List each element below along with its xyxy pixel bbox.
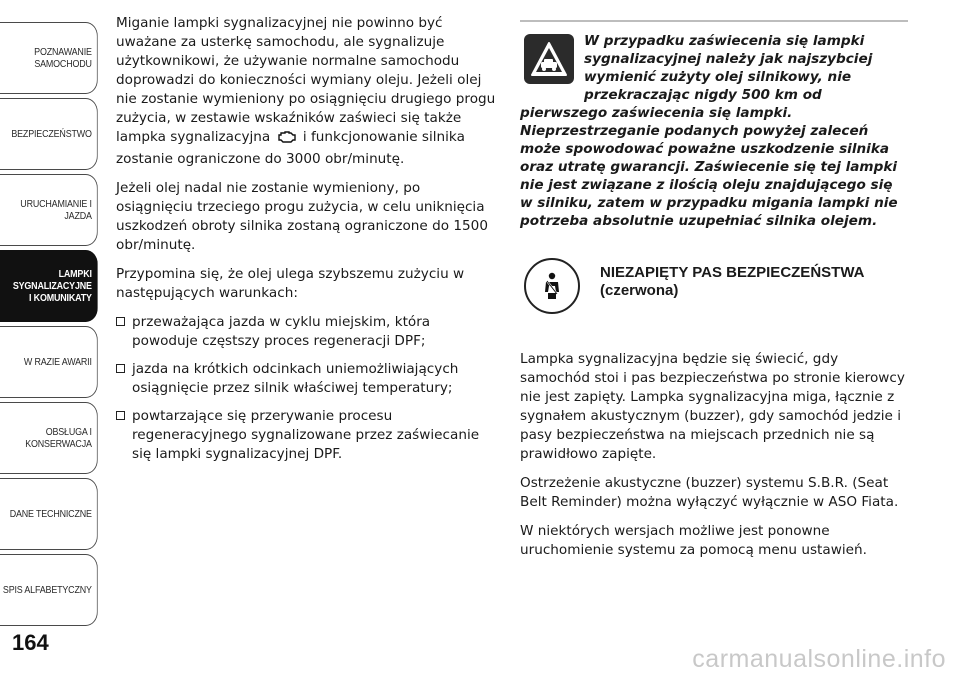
paragraph-seatbelt-lamp: Lampka sygnalizacyjna będzie się świecić, gdy samochód stoi i pas bezpieczeństwa po stronie kierowcy nie jest zapięty. Lampka sygnalizacyjna miga, łącznie z sygnałem akustycznym (buzzer), gdy samochód jedzie i pasy bezpieczeństwa na miejscach przednich nie są prawidłowo zapięte. — [520, 351, 905, 462]
seatbelt-section — [520, 252, 908, 314]
tab-spis-alfabetyczny[interactable]: SPIS ALFABETYCZNY — [0, 554, 98, 626]
conditions-list — [116, 313, 498, 464]
warning-triangle-car-icon — [524, 34, 574, 84]
tab-bezpieczenstwo[interactable]: BEZPIECZEŃSTWO — [0, 98, 98, 170]
checkbox-bullet-icon — [116, 317, 125, 326]
watermark: carmanualsonline.info — [692, 645, 946, 673]
left-column — [116, 14, 498, 473]
paragraph-oil-lamp-part2: i funkcjonowanie silnika zostanie ograniczone do 3000 obr/minutę. — [116, 129, 465, 167]
tab-dane-techniczne[interactable]: DANE TECHNICZNE — [0, 478, 98, 550]
list-item — [116, 407, 498, 464]
tab-lampki-sygnalizacyjne[interactable]: LAMPKI SYGNALIZACYJNE I KOMUNIKATY — [0, 250, 98, 322]
seatbelt-icon — [524, 258, 580, 314]
engine-warning-icon — [277, 130, 297, 150]
list-item-text: jazda na krótkich odcinkach uniemożliwiających osiągnięcie przez silnik właściwej temperatury; — [132, 361, 459, 396]
checkbox-bullet-icon — [116, 364, 125, 373]
warning-box — [520, 32, 908, 230]
paragraph-sbr-buzzer: Ostrzeżenie akustyczne (buzzer) systemu S.B.R. (Seat Belt Reminder) można wyłączyć wyłącznie w ASO Fiata. — [520, 475, 899, 510]
warning-text: W przypadku zaświecenia się lampki sygnalizacyjnej należy jak najszybciej wymienić zużyty olej silnikowy, nie przekraczając nigdy 500 km od pierwszego zaświecenia się lampki. Nieprzestrzeganie podanych powyżej zaleceń może spowodować poważne uszkodzenie silnika oraz utratę gwarancji. Zaświecenie się tej lampki nie jest związane z ilością oleju znajdującego się w silniku, zatem w przypadku migania lampki nie potrzeba absolutnie uzupełniać silnika olejem. — [520, 33, 898, 229]
paragraph-system-restart: W niektórych wersjach możliwe jest ponowne uruchomienie systemu za pomocą menu ustawień. — [520, 523, 867, 558]
paragraph-oil-lamp — [116, 14, 498, 169]
paragraph-oil-lamp-part1: Miganie lampki sygnalizacyjnej nie powinno być uważane za usterkę samochodu, ale sygnalizuje użytkownikowi, że używanie normalne samochodu doprowadzi do konieczności wymiany oleju. Jeżeli olej nie zostanie wymieniony po osiągnięciu drugiego progu zużycia, w zestawie wskaźników zaświeci się także lampka sygnalizacyjna — [116, 15, 496, 145]
tab-uruchamianie-i-jazda[interactable]: URUCHAMIANIE I JAZDA — [0, 174, 98, 246]
tab-w-razie-awarii[interactable]: W RAZIE AWARII — [0, 326, 98, 398]
checkbox-bullet-icon — [116, 411, 125, 420]
seatbelt-title: NIEZAPIĘTY PAS BEZPIECZEŃSTWA (czerwona) — [600, 264, 864, 299]
seatbelt-description — [520, 350, 908, 560]
tab-obsluga-i-konserwacja[interactable]: OBSŁUGA I KONSERWACJA — [0, 402, 98, 474]
list-item — [116, 360, 498, 398]
page-number: 164 — [12, 630, 49, 655]
paragraph-third-threshold: Jeżeli olej nadal nie zostanie wymieniony, po osiągnięciu trzeciego progu zużycia, w celu uniknięcia uszkodzeń obroty silnika zostaną ograniczone do 1500 obr/minutę. — [116, 180, 488, 253]
paragraph-oil-conditions: Przypomina się, że olej ulega szybszemu zużyciu w następujących warunkach: — [116, 266, 465, 301]
list-item-text: powtarzające się przerywanie procesu regeneracyjnego sygnalizowane przez zaświecanie się lampki sygnalizacyjnej DPF. — [132, 408, 480, 462]
list-item — [116, 313, 498, 351]
right-column — [520, 20, 908, 570]
list-item-text: przeważająca jazda w cyklu miejskim, która powoduje częstszy proces regeneracji DPF; — [132, 314, 431, 349]
tab-poznawanie-samochodu[interactable]: POZNAWANIE SAMOCHODU — [0, 22, 98, 94]
